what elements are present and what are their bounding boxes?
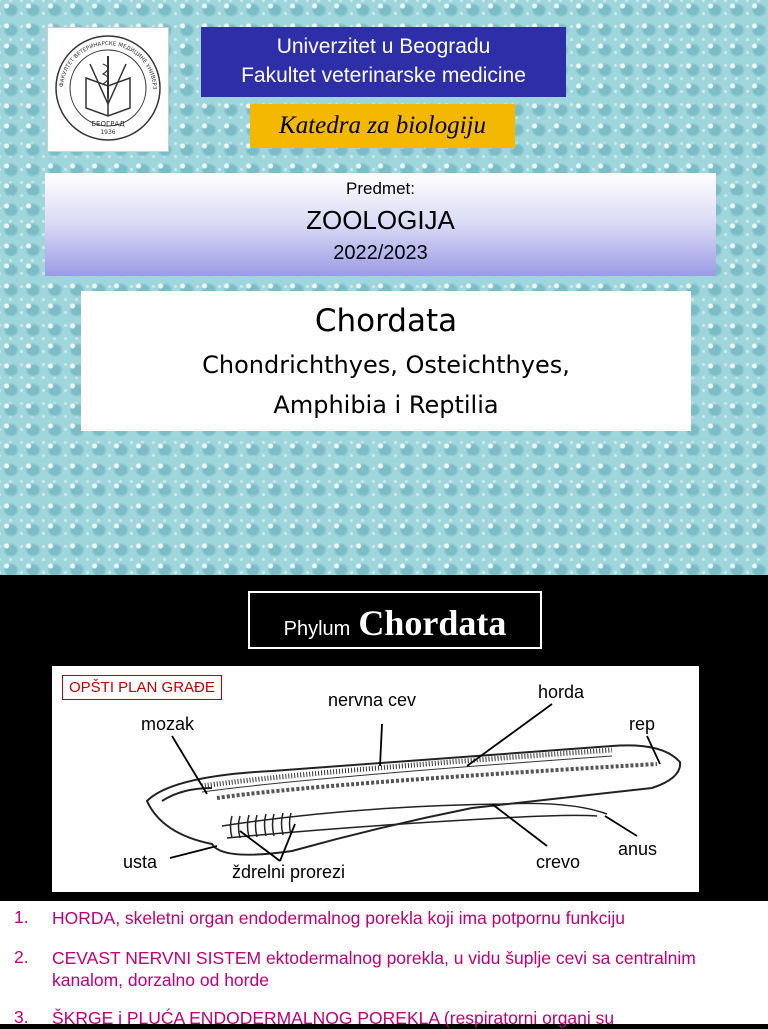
label-anus: anus — [618, 839, 658, 859]
phylum-label: Phylum — [283, 618, 351, 640]
label-usta: usta — [123, 852, 158, 872]
label-rep: rep — [629, 714, 656, 734]
lecture-subtitle-line2: Amphibia i Reptilia — [273, 391, 499, 419]
label-horda: horda — [538, 682, 585, 702]
university-name: Univerzitet u Beogradu — [276, 35, 491, 58]
list-item: 3. ŠKRGE i PLUĆA ENDODERMALNOG POREKLA (respiratorni organi su — [14, 1007, 615, 1028]
subject-title: ZOOLOGIJA — [306, 205, 455, 235]
logo-city: БЕОГРАД — [91, 120, 125, 128]
lecture-title: Chordata — [314, 303, 458, 339]
phylum-title — [248, 591, 542, 649]
chordate-body-plan-diagram — [52, 666, 699, 892]
lecture-subtitle-line1: Chondrichthyes, Osteichthyes, — [202, 351, 570, 379]
label-nervna-cev: nervna cev — [328, 690, 417, 710]
university-header — [201, 27, 566, 97]
subject-box — [45, 173, 716, 276]
characteristics-list — [0, 901, 768, 1028]
label-zdrelni-prorezi: ždrelni prorezi — [232, 862, 346, 882]
list-item: 1. HORDA, skeletni organ endodermalnog porekla koji ima potpornu funkciju — [14, 907, 625, 928]
logo-year: 1936 — [100, 129, 116, 136]
department-name: Katedra za biologiju — [250, 104, 515, 148]
label-crevo: crevo — [536, 852, 581, 872]
chordata-slide — [0, 575, 768, 1028]
lecture-title-box — [81, 291, 691, 431]
faculty-logo — [47, 27, 169, 152]
body-plan-label: OPŠTI PLAN GRAĐE — [62, 675, 222, 700]
academic-year: 2022/2023 — [333, 242, 428, 264]
subject-label: Predmet: — [346, 179, 415, 198]
list-item: 2. CEVAST NERVNI SISTEM ektodermalnog porekla, u vidu šuplje cevi sa centralnim kanalom, dorzalno od horde — [14, 947, 696, 990]
logo-seal-icon — [48, 28, 168, 151]
phylum-name: Chordata — [358, 603, 507, 643]
label-mozak: mozak — [141, 714, 195, 734]
svg-text:ФАКУЛТЕТ ВЕТЕРИНАРСКЕ МЕДИЦИНЕ: ФАКУЛТЕТ ВЕТЕРИНАРСКЕ МЕДИЦИНЕ УНИВЕРЗ — [59, 40, 158, 90]
faculty-name: Fakultet veterinarske medicine — [241, 64, 526, 87]
